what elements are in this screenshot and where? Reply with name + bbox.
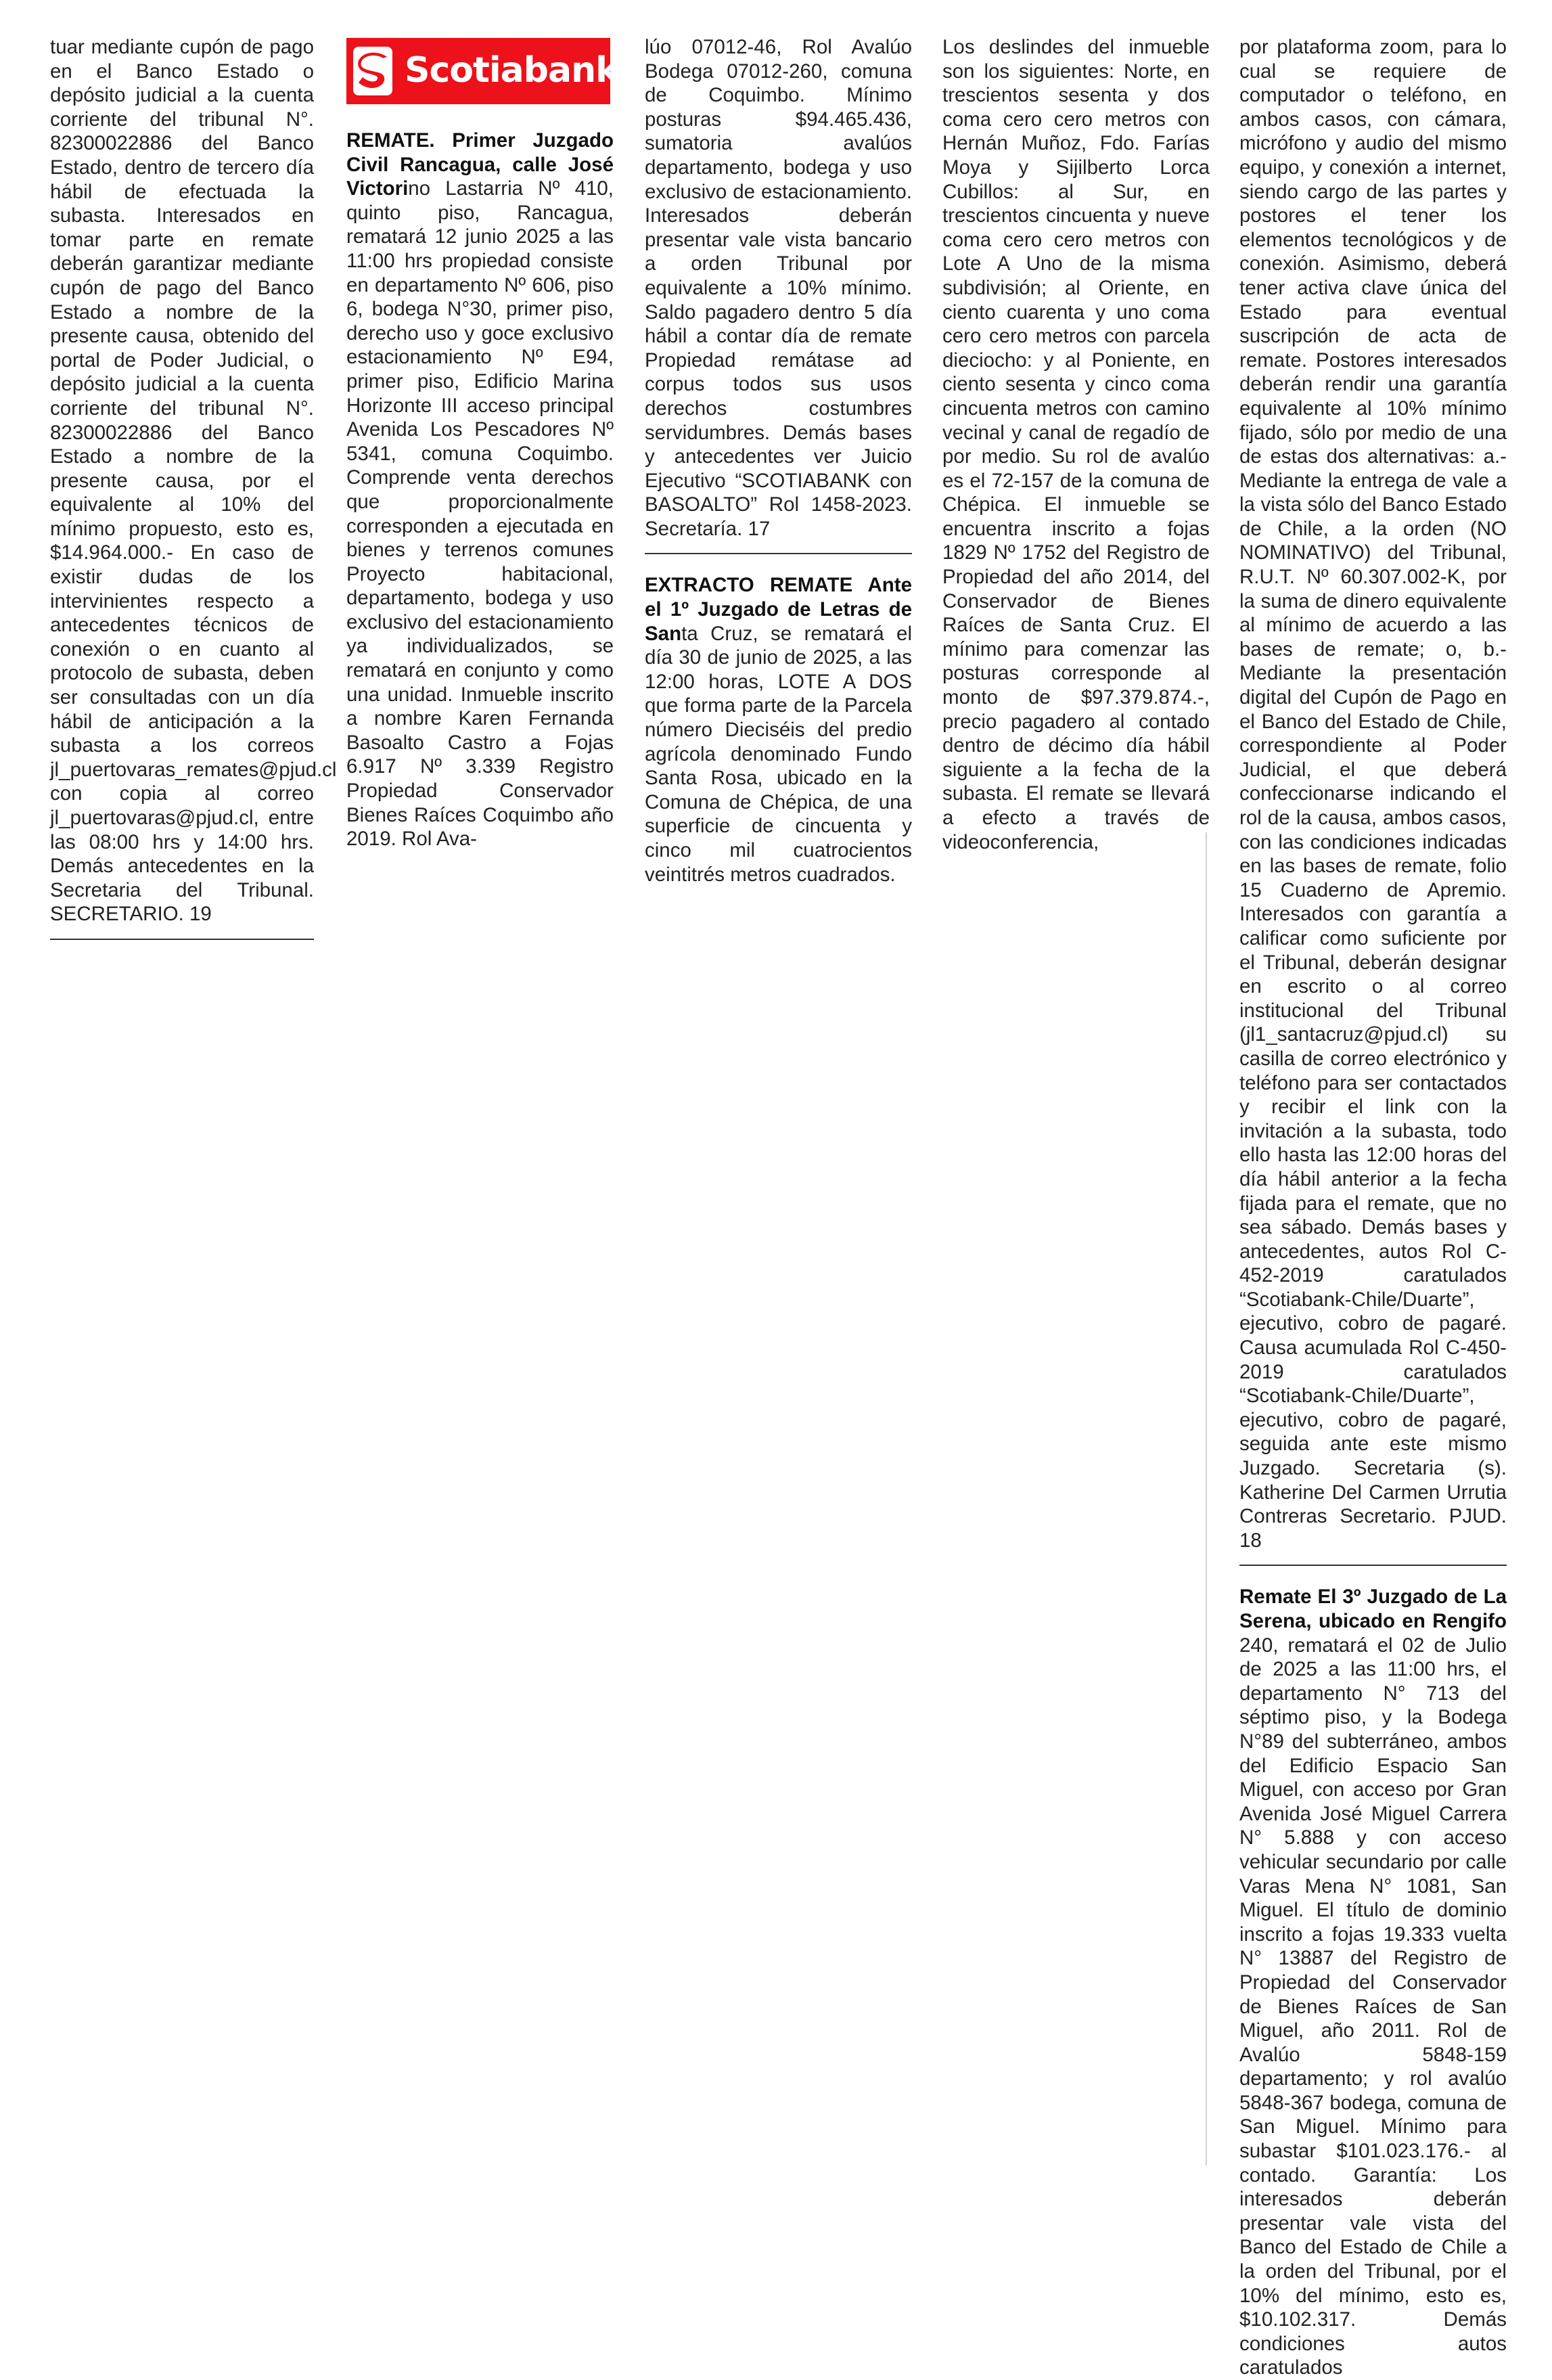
notice-text: tuar mediante cupón de pago en el Banco Estado o depósito judicial a la cuenta corriente del tribunal N°. 82300022886 del Banco Estado, dentro de tercero día hábil de efectuada la subasta. Interesados en tomar parte en remate deberán garantizar mediante cupón de pago del Banco Estado a nombre de la presente causa, obtenido del portal de Poder Judicial, o depósito judicial a la cuenta corriente del tribunal N°. 82300022886 del Banco Estado a nombre de la presente causa, por el equivalente al 10% del mínimo propuesto, esto es, $14.964.000.- En caso de existir dudas de los intervinientes respecto a antecedentes técnicos de conexión o en cuanto al protocolo de subasta, deben ser consultadas con un día hábil de anticipación a la subasta a los correos jl_puertovaras_remates@pjud.cl con copia al correo jl_puertovaras@pjud.cl, entre las 08:00 hrs y 14:00 hrs. Demás antecedentes en la Secretaria del Tribunal. SECRETARIO. 19	[50, 36, 337, 926]
notice-text	[1239, 1585, 1507, 2380]
notice-body: no Lastarria Nº 410, quinto piso, Rancagua, rematará 12 junio 2025 a las 11:00 hrs propiedad consiste en departamento Nº 606, piso 6, bodega N°30, primer piso, derecho uso y goce exclusivo estacionamiento Nº E94, primer piso, Edificio Marina Horizonte III acceso principal Avenida Los Pescadores Nº 5341, comuna Coquimbo. Comprende venta derechos que proporcionalmente corresponden a ejecutada en bienes y terrenos comunes Proyecto habitacional, departamento, bodega y uso exclusivo del estacionamiento ya individualizados, se rematará en conjunto y como una unidad. Inmueble inscrito a nombre Karen Fernanda Basoalto Castro a Fojas 6.917 Nº 3.339 Registro Propiedad Conservador Bienes Raíces Coquimbo año 2019. Rol Ava-	[346, 177, 614, 851]
notice-text	[645, 573, 912, 886]
notice-heading: Remate El 3º Juzgado de La Serena, ubicado en Rengifo	[1239, 1586, 1507, 1632]
notice-body: 240, rematará el 02 de Julio de 2025 a las 11:00 hrs, el departamento N° 713 del séptimo piso, y la Bodega N°89 del subterráneo, ambos del Edificio Espacio San Miguel, con acceso por Gran Avenida José Miguel Carrera N° 5.888 y con acceso vehicular secundario por calle Varas Mena N° 1081, San Miguel. El título de dominio inscrito a fojas 19.333 vuelta N° 13887 del Registro de Propiedad del Conservador de Bienes Raíces de San Miguel, año 2011. Rol de Avalúo 5848-159 departamento; y rol avalúo 5848-367 bodega, comuna de San Miguel. Mínimo para subastar $101.023.176.- al contado. Garantía: Los interesados deberán presentar vale vista del Banco del Estado de Chile a la orden del Tribunal, por el 10% del mínimo, esto es, $10.102.317. Demás condiciones autos caratulados	[1239, 1634, 1507, 2379]
column-4	[942, 35, 1210, 854]
column-5	[1239, 35, 1507, 2380]
brand-name: Scotiabank	[405, 50, 618, 91]
scotiabank-s-icon	[353, 47, 392, 95]
column-1	[50, 35, 337, 959]
notice-text: lúo 07012-46, Rol Avalúo Bodega 07012-260, comuna de Coquimbo. Mínimo posturas $94.465.436, sumatoria avalúos departamento, bodega y uso exclusivo de estacionamiento. Interesados deberán presentar vale vista bancario a orden Tribunal por equivalente a 10% mínimo. Saldo pagadero dentro 5 día hábil a contar día de remate Propiedad remátase ad corpus todos sus usos derechos costumbres servidumbres. Demás bases y antecedentes ver Juicio Ejecutivo “SCOTIABANK con BASOALTO” Rol 1458-2023. Secretaría. 17	[645, 36, 912, 540]
notice-heading: EXTRACTO REMATE Ante el 1º Juzgado de Letras de San	[645, 574, 912, 645]
notice-text	[346, 129, 614, 851]
scotiabank-logo	[346, 38, 631, 104]
notice-text: Los deslindes del inmueble son los siguientes: Norte, en trescientos sesenta y dos coma cero cero metros con Hernán Muñoz, Fdo. Farías Moya y Sijilberto Lorca Cubillos: al Sur, en trescientos cincuenta y nueve coma cero cero metros con Lote A Uno de la misma subdivisión; al Oriente, en ciento cuarenta y uno coma cero cero metros con parcela dieciocho: y al Poniente, en ciento sesenta y cinco coma cincuenta metros con camino vecinal y canal de regadío de por medio. Su rol de avalúo es el 72-157 de la comuna de Chépica. El inmueble se encuentra inscrito a fojas 1829 Nº 1752 del Registro de Propiedad del año 2014, del Conservador de Bienes Raíces de Santa Cruz. El mínimo para comenzar las posturas corresponde al monto de $97.379.874.-, precio pagadero al contado dentro de décimo día hábil siguiente a la fecha de la subasta. El remate se llevará a efecto a través de videoconferencia,	[942, 36, 1210, 853]
divider	[50, 939, 314, 940]
column-2	[346, 35, 631, 851]
column-3	[645, 35, 912, 886]
trademark-mark: ™	[622, 62, 631, 72]
notice-heading: REMATE. Primer Juzgado Civil Rancagua, calle José Victori	[346, 129, 614, 200]
notice-body: ta Cruz, se rematará el día 30 de junio de 2025, a las 12:00 horas, LOTE A DOS que forma parte de la Parcela número Dieciséis del predio agrícola denominado Fundo Santa Rosa, ubicado en la Comuna de Chépica, de una superficie de cincuenta y cinco mil cuatrocientos veintitrés metros cuadrados.	[645, 622, 912, 886]
divider	[1239, 1565, 1507, 1566]
notice-text: por plataforma zoom, para lo cual se requiere de computador o teléfono, en ambos casos, con cámara, micrófono y audio del mismo equipo, y conexión a internet, siendo cargo de las partes y postores el tener los elementos tecnológicos y de conexión. Asimismo, deberá tener activa clave única del Estado para eventual suscripción de acta de remate. Postores interesados deberán rendir una garantía equivalente al 10% mínimo fijado, sólo por medio de una de estas dos alternativas: a.- Mediante la entrega de vale a la vista sólo del Banco Estado de Chile, a la orden (NO NOMINATIVO) del Tribunal, R.U.T. Nº 60.307.002-K, por la suma de dinero equivalente al mínimo de acuerdo a las bases de remate; o, b.- Mediante la presentación digital del Cupón de Pago en el Banco del Estado de Chile, correspondiente al Poder Judicial, el que deberá confeccionarse indicando el rol de la causa, ambos casos, con las condiciones indicadas en las bases de remate, folio 15 Cuaderno de Apremio. Interesados con garantía a calificar como suficiente por el Tribunal, deberán designar en escrito o al correo institucional del Tribunal (jl1_santacruz@pjud.cl) su casilla de correo electrónico y teléfono para ser contactados y recibir el link con la invitación a la subasta, todo ello hasta las 12:00 horas del día hábil anterior a la fecha fijada para el remate, que no sea sábado. Demás bases y antecedentes, autos Rol C-452-2019 caratulados “Scotiabank-Chile/Duarte”, ejecutivo, cobro de pagaré. Causa acumulada Rol C-450-2019 caratulados “Scotiabank-Chile/Duarte”, ejecutivo, cobro de pagaré, seguida ante este mismo Juzgado. Secretaria (s). Katherine Del Carmen Urrutia Contreras Secretario. PJUD. 18	[1239, 36, 1507, 1552]
divider	[645, 553, 912, 554]
column-separator	[1206, 832, 1207, 2165]
